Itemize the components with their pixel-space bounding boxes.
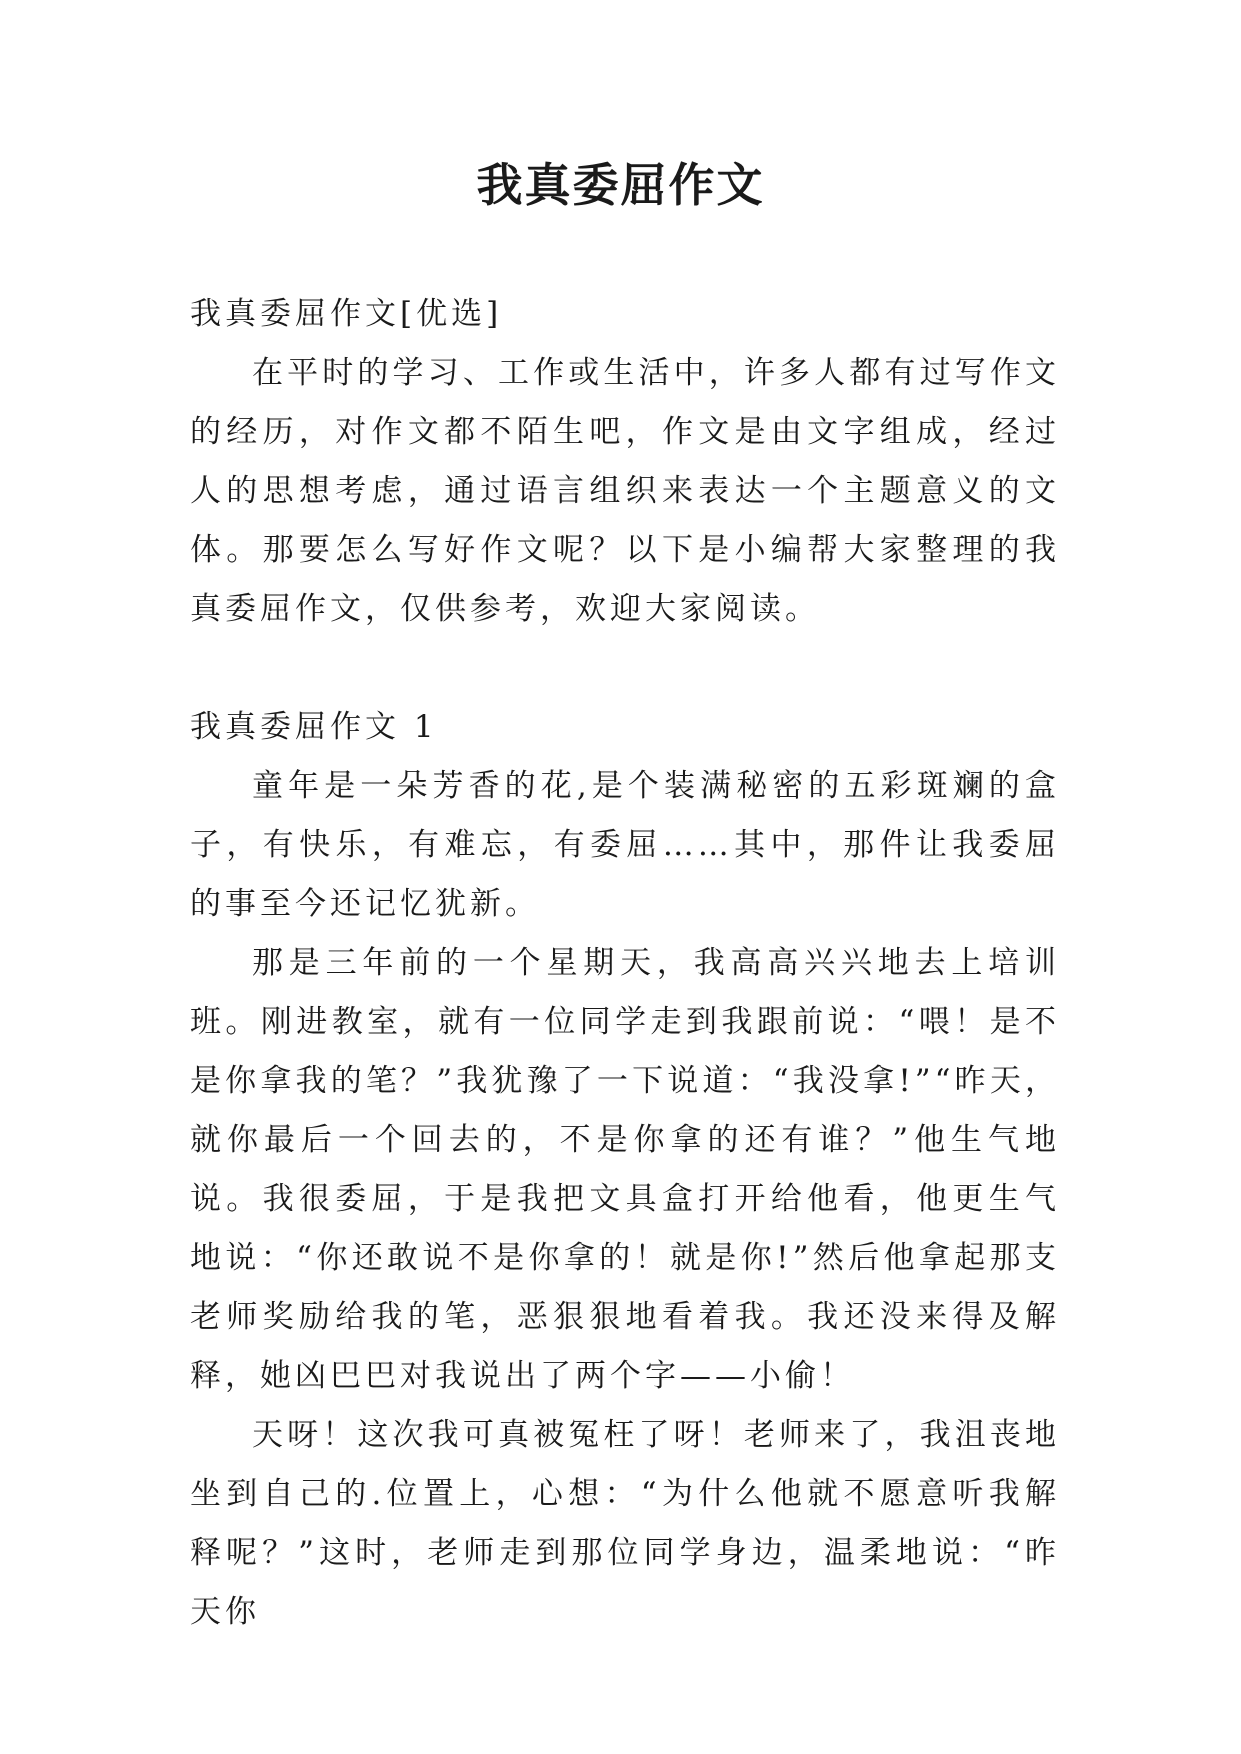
essay-paragraph: 童年是一朵芳香的花,是个装满秘密的五彩斑斓的盒子，有快乐，有难忘，有委屈……其中，那件让我委屈的事至今还记忆犹新。 [190,768,1060,922]
essay-paragraph: 天呀！这次我可真被冤枉了呀！老师来了，我沮丧地坐到自己的.位置上，心想：“为什么他就不愿意听我解释呢？”这时，老师走到那位同学身边，温柔地说：“昨天你 [190,1417,1060,1630]
document-body [190,285,1060,1642]
section-spacer [190,639,1060,698]
document-title: 我真委屈作文 [476,158,765,212]
intro-paragraph: 在平时的学习、工作或生活中，许多人都有过写作文的经历，对作文都不陌生吧，作文是由文字组成，经过人的思想考虑，通过语言组织来表达一个主题意义的文体。那要怎么写好作文呢？以下是小编帮大家整理的我真委屈作文，仅供参考，欢迎大家阅读。 [190,355,1060,627]
intro-heading: 我真委屈作文[优选] [190,296,503,332]
essay-paragraph: 那是三年前的一个星期天，我高高兴兴地去上培训班。刚进教室，就有一位同学走到我跟前说：“喂！是不是你拿我的笔？”我犹豫了一下说道：“我没拿!”“昨天，就你最后一个回去的，不是你拿的还有谁？”他生气地说。我很委屈，于是我把文具盒打开给他看，他更生气地说：“你还敢说不是你拿的！就是你!”然后他拿起那支老师奖励给我的笔，恶狠狠地看着我。我还没来得及解释，她凶巴巴对我说出了两个字——小偷！ [190,945,1060,1394]
essay-heading: 我真委屈作文 1 [190,709,438,745]
